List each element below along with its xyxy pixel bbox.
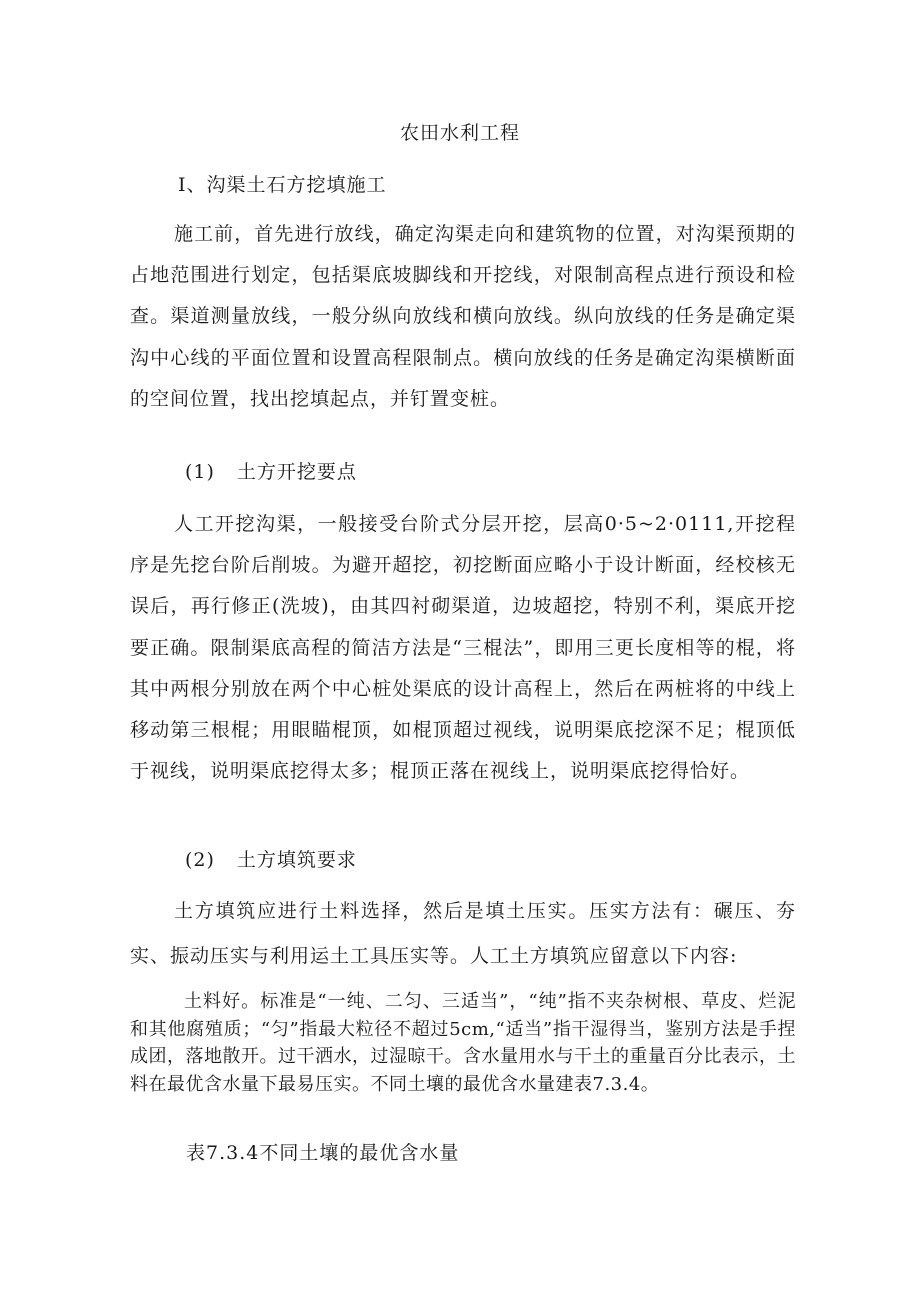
section-heading: I、沟渠土石方挖填施工 [178,174,387,196]
filling-paragraph: 土方填筑应进行土料选择，然后是填土压实。压实方法有：碾压、夯实、振动压实与利用运土工具压实等。人工土方填筑应留意以下内容: [130,900,796,967]
soil-quality-paragraph: 土料好。标准是“一纯、二匀、三适当”，“纯”指不夹杂树根、草皮、烂泥和其他腐殖质；“匀”指最大粒径不超过5cm,“适当”指干湿得当，鉴别方法是手捏成团，落地散开。过干洒水，过湿晾干。含水量用水与干土的重量百分比表示，土料在最优含水量下最易压实。不同土壤的最优含水量建表7.3.4。 [130,991,796,1095]
document-title: 农田水利工程 [399,122,520,144]
section-intro-paragraph: 施工前，首先进行放线，确定沟渠走向和建筑物的位置，对沟渠预期的占地范围进行划定，包括渠底坡脚线和开挖线，对限制高程点进行预设和检查。渠道测量放线，一般分纵向放线和横向放线。纵向放线的任务是确定渠沟中心线的平面位置和设置高程限制点。横向放线的任务是确定沟渠横断面的空间位置，找出挖填起点，并钉置变桩。 [130,223,796,410]
subsection-2-heading [185,845,357,872]
subsection-2-number: (2) [185,849,215,871]
subsection-1-title: 土方开挖要点 [236,461,357,483]
table-caption: 表7.3.4不同土壤的最优含水量 [186,1142,460,1164]
excavation-paragraph: 人工开挖沟渠，一般接受台阶式分层开挖，层高0·5~2·0111,开挖程序是先挖台阶后削坡。为避开超挖，初挖断面应略小于设计断面，经校核无误后，再行修正(洗坡)，由其四衬砌渠道，边坡超挖，特别不利，渠底开挖要正确。限制渠底高程的简洁方法是“三棍法”，即用三更长度相等的棍，将其中两根分别放在两个中心桩处渠底的设计高程上，然后在两桩将的中线上移动第三根棍；用眼瞄棍顶，如棍顶超过视线，说明渠底挖深不足；棍顶低于视线，说明渠底挖得太多；棍顶正落在视线上，说明渠底挖得恰好。 [130,513,796,783]
subsection-2-title: 土方填筑要求 [236,849,357,871]
subsection-1-heading [185,457,357,484]
subsection-1-number: (1) [185,461,215,483]
